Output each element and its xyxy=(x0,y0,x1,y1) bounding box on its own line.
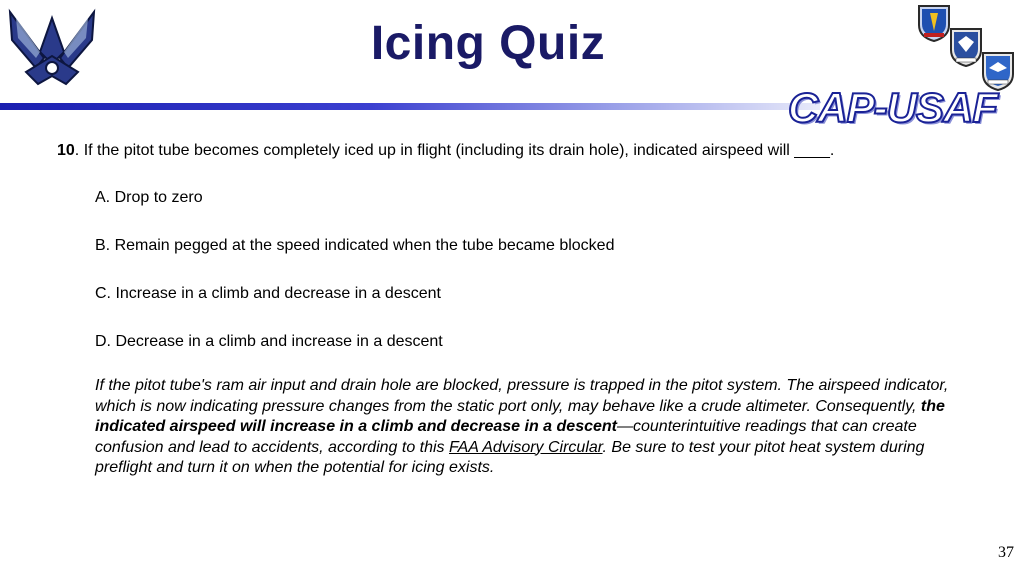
option-b: B. Remain pegged at the speed indicated when the tube became blocked xyxy=(95,237,615,254)
first-air-force-patch-icon xyxy=(948,26,984,68)
explanation-text-1: If the pitot tube's ram air input and drain hole are blocked, pressure is trapped in the pitot system. The airspeed indicator, which is now indicating pressure changes from the static port only, may behave like a crude altimeter. Consequently, xyxy=(95,377,949,415)
acc-shield-icon xyxy=(916,3,952,43)
option-c: C. Increase in a climb and decrease in a descent xyxy=(95,285,441,302)
explanation-text-2: —counterintuitive readings that can create confusion and lead to accidents, according to this xyxy=(95,418,917,456)
answer-explanation xyxy=(95,376,965,479)
option-a: A. Drop to zero xyxy=(95,189,203,206)
page-title: Icing Quiz xyxy=(370,17,606,70)
header-rule xyxy=(0,103,820,110)
faa-advisory-circular-link[interactable]: FAA Advisory Circular xyxy=(449,438,603,456)
question-text xyxy=(57,141,957,161)
question-number: 10 xyxy=(57,142,75,159)
question-body: . If the pitot tube becomes completely iced up in flight (including its drain hole), indicated airspeed will ____. xyxy=(74,142,835,159)
explanation-text-3: . Be sure to test your pitot heat system during preflight and turn it on when the potential for icing exists. xyxy=(95,438,925,476)
option-d: D. Decrease in a climb and increase in a descent xyxy=(95,333,443,350)
cap-usaf-logo: CAP-USAF xyxy=(788,84,997,131)
page-number: 37 xyxy=(998,544,1014,561)
explanation-answer: the indicated airspeed will increase in a climb and decrease in a descent xyxy=(95,397,945,435)
